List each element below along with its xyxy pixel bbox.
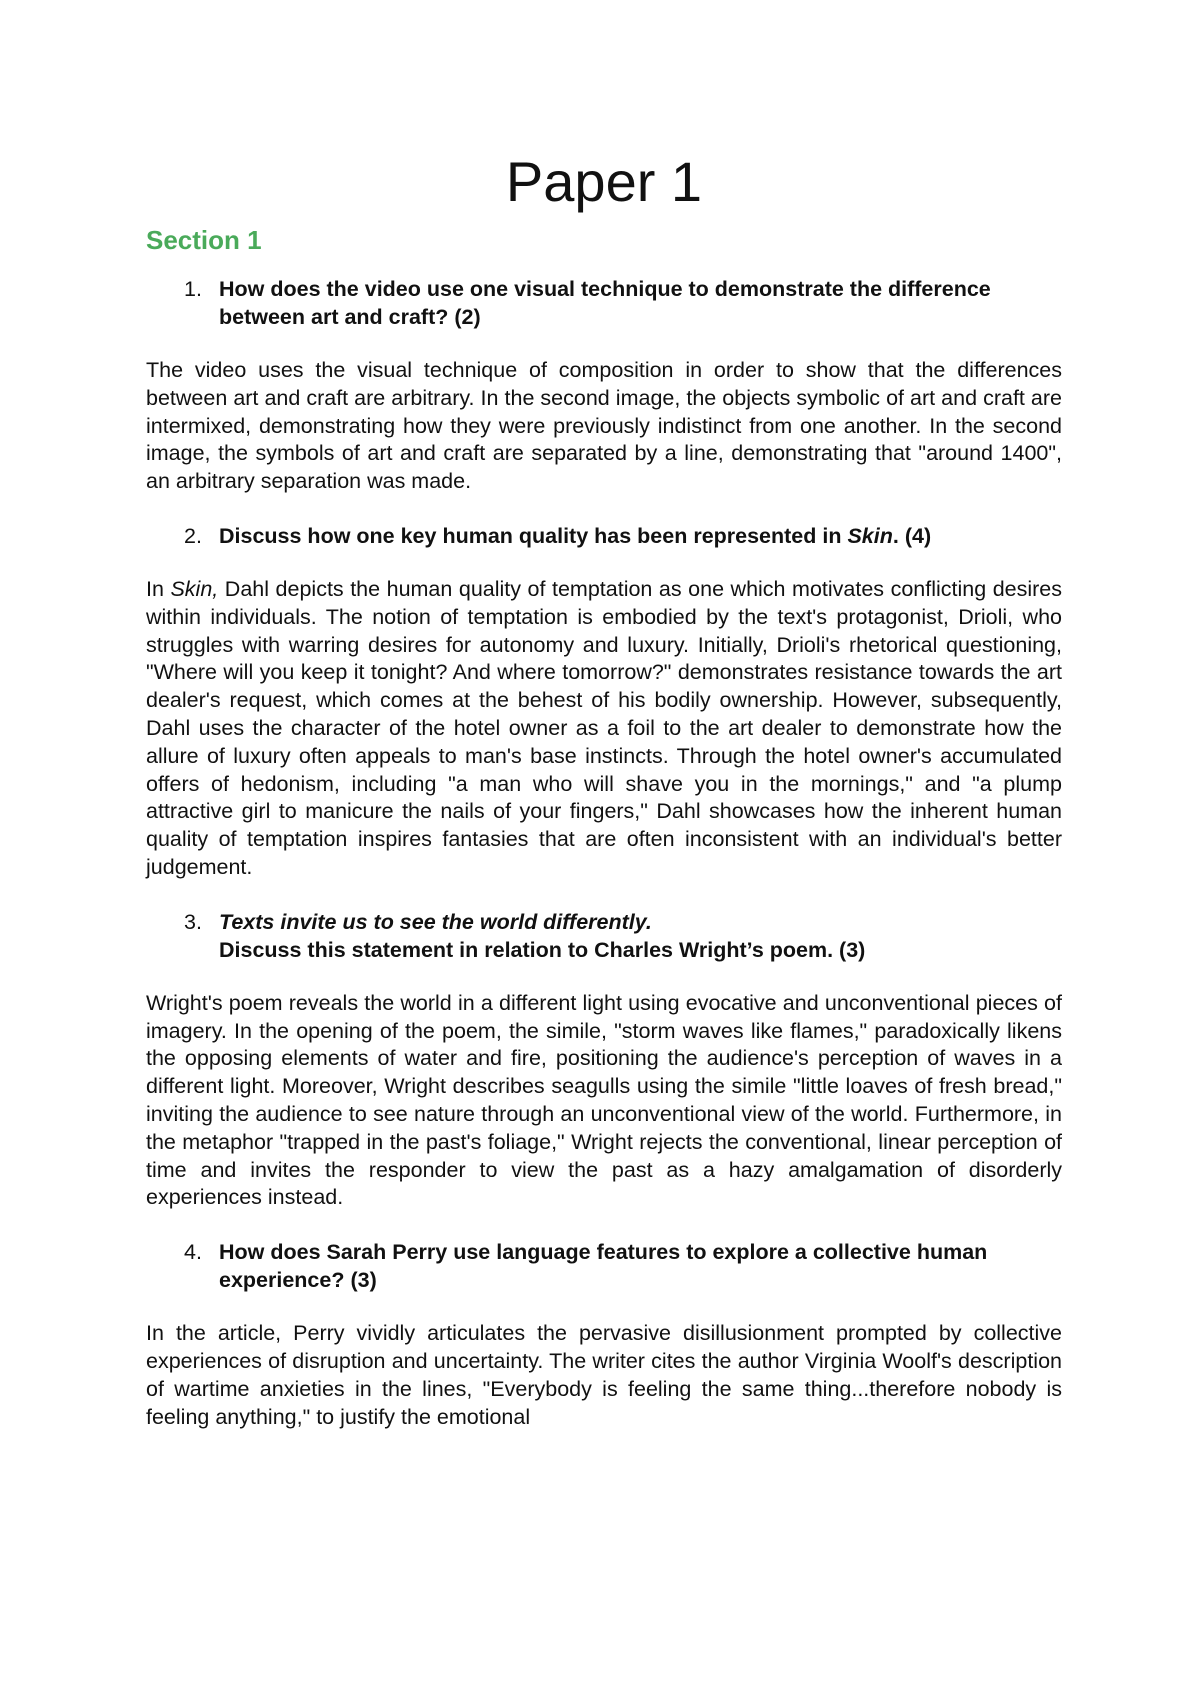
question-text-title: Skin [847,523,893,548]
answer-lead: In [146,576,171,601]
question-number: 4. [184,1240,202,1265]
section-heading: Section 1 [146,225,262,255]
question-2 [146,522,1062,550]
question-text: How does Sarah Perry use language features to explore a collective human experience? (3) [219,1240,988,1293]
answer-4: In the article, Perry vividly articulates the pervasive disillusionment prompted by collective experiences of disruption and uncertainty. The writer cites the author Virginia Woolf's description of wartime anxieties in the lines, "Everybody is feeling the same thing...therefore nobody is feeling anything," to justify the emotional [146,1321,1062,1429]
document-content [146,275,1062,1457]
question-text: Discuss how one key human quality has been represented in [219,523,848,548]
question-text: Discuss this statement in relation to Charles Wright’s poem. (3) [219,937,866,962]
question-number: 1. [184,277,202,301]
question-1 [146,275,1062,331]
answer-3: Wright's poem reveals the world in a different light using evocative and unconventional pieces of imagery. In the opening of the poem, the simile, "storm waves like flames," paradoxically likens the opposing elements of water and fire, positioning the audience's perception of waves in a different light. Moreover, Wright describes seagulls using the simile "little loaves of fresh bread," inviting the audience to see nature through an unconventional view of the world. Furthermore, in the metaphor "trapped in the past's foliage," Wright rejects the conventional, linear perception of time and invites the responder to view the past as a hazy amalgamation of disorderly experiences instead. [146,990,1062,1210]
answer-body: Dahl depicts the human quality of temptation as one which motivates conflicting desires within individuals. The notion of temptation is embodied by the text's protagonist, Drioli, who struggles with warring desires for autonomy and luxury. Initially, Drioli's rhetorical questioning, "Where will you keep it tonight? And where tomorrow?" demonstrates resistance towards the art dealer's request, which comes at the behest of his bodily ownership. However, subsequently, Dahl uses the character of the hotel owner as a foil to the art dealer to demonstrate how the allure of luxury often appeals to man's base instincts. Through the hotel owner's accumulated offers of hedonism, including "a man who will shave you in the mornings," and "a plump attractive girl to manicure the nails of your fingers," Dahl showcases how the inherent human quality of temptation inspires fantasies that are often inconsistent with an individual's better judgement. [146,576,1063,879]
question-text: How does the video use one visual technique to demonstrate the difference between art and craft? (2) [219,277,991,329]
question-4 [146,1238,1062,1294]
answer-2 [146,576,1062,882]
question-text-tail: . (4) [892,523,932,548]
answer-1: The video uses the visual technique of composition in order to show that the differences between art and craft are arbitrary. In the second image, the objects symbolic of art and craft are intermixed, demonstrating how they were previously indistinct from one another. In the second image, the symbols of art and craft are separated by a line, demonstrating that "around 1400", an arbitrary separation was made. [146,358,1062,494]
question-number: 3. [184,909,202,934]
question-3 [146,908,1062,964]
document-title: Paper 1 [505,150,703,213]
answer-title: Skin, [170,576,219,601]
question-statement: Texts invite us to see the world differently. [219,909,652,934]
question-number: 2. [184,523,202,548]
